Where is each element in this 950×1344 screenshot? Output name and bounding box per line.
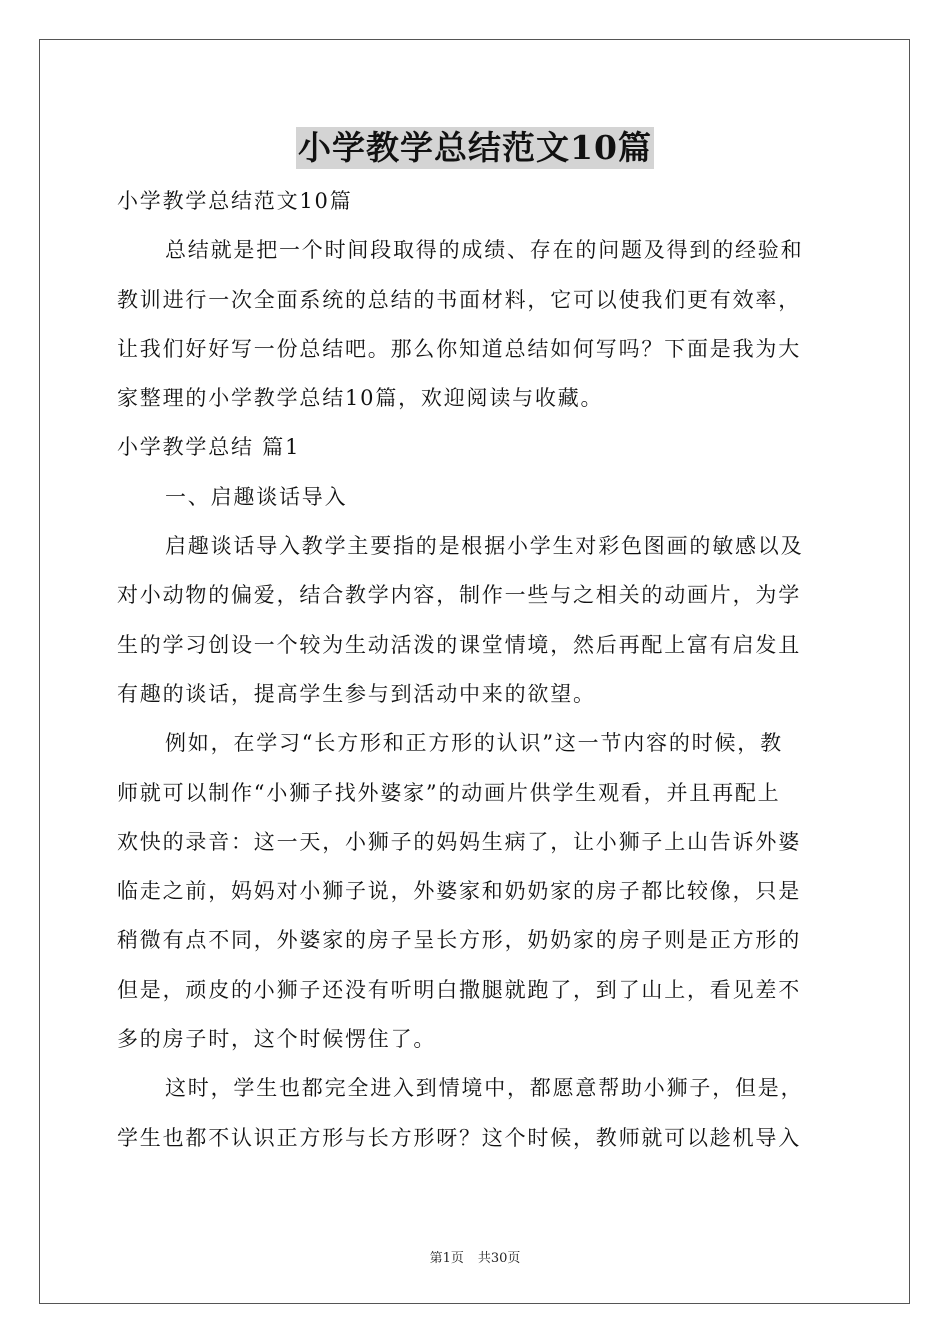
text-line: 对小动物的偏爱，结合教学内容，制作一些与之相关的动画片，为学: [117, 583, 801, 608]
text-line: 师就可以制作“小狮子找外婆家”的动画片供学生观看，并且再配上: [117, 780, 781, 805]
text-line: 生的学习创设一个较为生动活泼的课堂情境，然后再配上富有启发且: [117, 632, 801, 657]
text-line: 学生也都不认识正方形与长方形呀？这个时候，教师就可以趁机导入: [117, 1125, 801, 1150]
text-line: 这时，学生也都完全进入到情境中，都愿意帮助小狮子，但是，: [165, 1076, 804, 1101]
text-line: 启趣谈话导入教学主要指的是根据小学生对彩色图画的敏感以及: [165, 534, 804, 559]
text-line: 一、启趣谈话导入: [165, 484, 348, 509]
title-container: [0, 127, 950, 169]
text-line: 让我们好好写一份总结吧。那么你知道总结如何写吗？下面是我为大: [117, 336, 801, 361]
document-title: 小学教学总结范文10篇: [298, 128, 652, 167]
text-line: 小学教学总结范文10篇: [117, 189, 353, 213]
document-body: [117, 177, 833, 1163]
page-footer: [0, 1247, 950, 1266]
text-line: 多的房子时，这个时候愣住了。: [117, 1027, 437, 1052]
text-line: 临走之前，妈妈对小狮子说，外婆家和奶奶家的房子都比较像，只是: [117, 879, 801, 904]
text-line: 总结就是把一个时间段取得的成绩、存在的问题及得到的经验和: [165, 238, 804, 263]
page-total: 共30页: [477, 1251, 521, 1266]
text-line: 小学教学总结 篇1: [117, 435, 301, 460]
text-line: 但是，顽皮的小狮子还没有听明白撒腿就跑了，到了山上，看见差不: [117, 977, 801, 1002]
text-line: 例如，在学习“长方形和正方形的认识”这一节内容的时候，教: [165, 731, 783, 756]
text-line: 稍微有点不同，外婆家的房子呈长方形，奶奶家的房子则是正方形的: [117, 928, 801, 953]
text-line: 有趣的谈话，提高学生参与到活动中来的欲望。: [117, 681, 596, 706]
text-line: 家整理的小学教学总结10篇，欢迎阅读与收藏。: [117, 386, 604, 411]
text-line: 欢快的录音：这一天，小狮子的妈妈生病了，让小狮子上山告诉外婆: [117, 829, 801, 854]
text-line: 教训进行一次全面系统的总结的书面材料，它可以使我们更有效率，: [117, 287, 801, 312]
page-number: 第1页: [429, 1251, 464, 1266]
